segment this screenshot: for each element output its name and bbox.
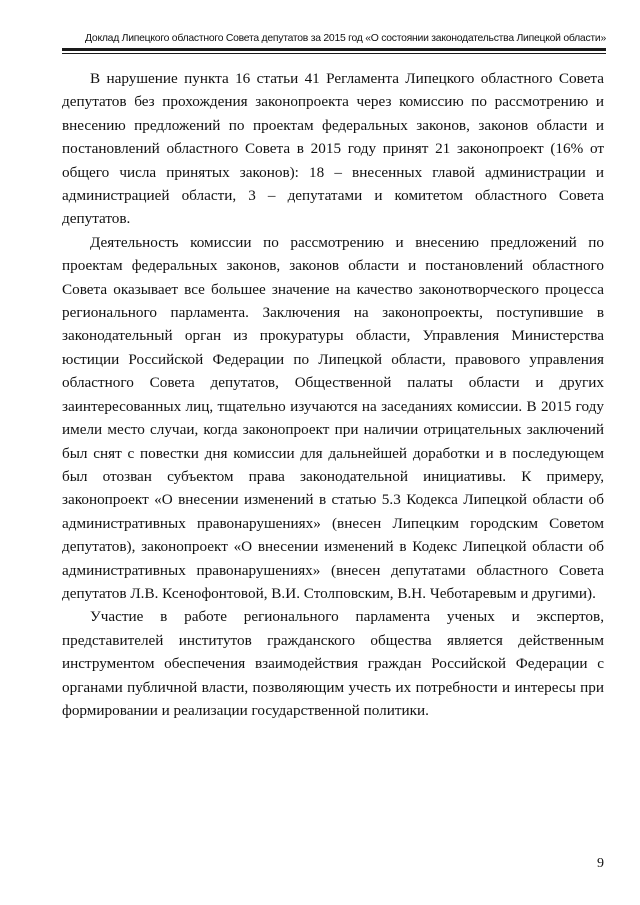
header-rule-thin <box>62 53 606 54</box>
document-body <box>62 67 604 722</box>
page-number: 9 <box>597 856 604 871</box>
header-rule-thick <box>62 48 606 51</box>
paragraph-regulation-violation: В нарушение пункта 16 статьи 41 Регламента Липецкого областного Совета депутатов без прохождения законопроекта через комиссию по рассмотрению и внесению предложений по проектам федеральных законов, законов области и постановлений областного Совета в 2015 году принят 21 законопроект (16% от общего числа принятых законов): 18 – внесенных главой администрации и администрацией области, 3 – депутатами и комитетом областного Совета депутатов. <box>62 70 604 228</box>
running-header: Доклад Липецкого областного Совета депутатов за 2015 год «О состоянии законодательства Липецкой области» <box>85 33 606 44</box>
paragraph-expert-participation: Участие в работе регионального парламента ученых и экспертов, представителей институтов гражданского общества является действенным инструментом обеспечения взаимодействия граждан Российской Федерации с органами публичной власти, позволяющим учесть их потребности и интересы при формировании и реализации государственной политики. <box>62 608 604 719</box>
paragraph-commission-activity: Деятельность комиссии по рассмотрению и внесению предложений по проектам федеральных законов, законов области и постановлений областного Совета оказывает все большее значение на качество законотворческого процесса регионального парламента. Заключения на законопроекты, поступившие в законодательный орган из прокуратуры области, Управления Министерства юстиции Российской Федерации по Липецкой области, правового управления областного Совета депутатов, Общественной палаты области и других заинтересованных лиц, тщательно изучаются на заседаниях комиссии. В 2015 году имели место случаи, когда законопроект при наличии отрицательных заключений был снят с повестки дня комиссии для дальнейшей доработки и в последующем был отозван субъектом права законодательной инициативы. К примеру, законопроект «О внесении изменений в статью 5.3 Кодекса Липецкой области об административных правонарушениях» (внесен Липецким городским Советом депутатов), законопроект «О внесении изменений в Кодекс Липецкой области об административных правонарушениях» (внесен депутатами областного Совета депутатов Л.В. Ксенофонтовой, В.И. Столповским, В.Н. Чеботаревым и другими). <box>62 233 604 602</box>
